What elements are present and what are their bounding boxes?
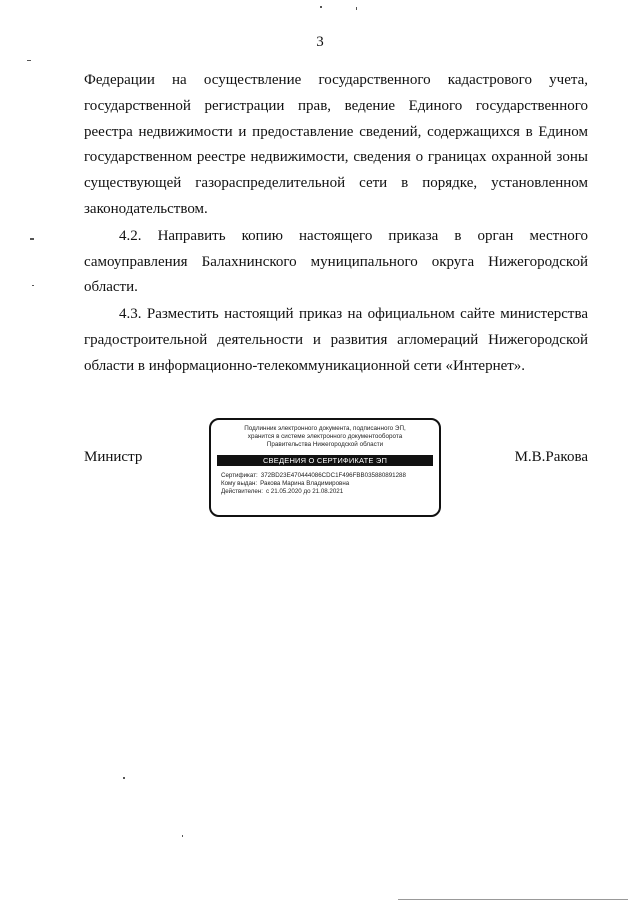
stamp-issued-to-value: Ракова Марина Владимировна <box>260 480 350 488</box>
stamp-certificate-value: 372BD23E470444086CDC1F496FBB035880891288 <box>260 472 406 479</box>
stamp-issued-to-row <box>221 480 439 488</box>
paragraph-continuation: Федерации на осуществление государственного кадастрового учета, государственной регистрации прав, ведение Единого государственного реестра недвижимости и предоставление сведений, содержащихся в Едином государственном реестре недвижимости, сведения о границах охранной зоны существующей газораспределительной сети в порядке, установленном законодательством. <box>84 72 588 217</box>
stamp-header-line: Правительства Нижегородской области <box>266 441 384 448</box>
stamp-certificate-label: Сертификат: <box>221 472 258 479</box>
stamp-issued-to-label: Кому выдан: <box>221 480 258 488</box>
page-number: 3 <box>316 34 324 50</box>
stamp-header-line: хранится в системе электронного документооборота <box>247 433 403 440</box>
signer-title: Министр <box>84 449 143 465</box>
stamp-valid-value: с 21.05.2020 до 21.08.2021 <box>265 488 344 496</box>
scan-mark <box>27 60 31 61</box>
stamp-details <box>211 466 439 497</box>
document-body <box>84 68 588 380</box>
scan-mark <box>182 835 183 837</box>
stamp-header-line: Подлинник электронного документа, подписанного ЭП, <box>244 425 406 432</box>
paragraph-4-3: 4.3. Разместить настоящий приказ на официальном сайте министерства градостроительной деятельности и развития агломераций Нижегородской области в информационно-телекоммуникационной сети «Интернет». <box>84 306 588 374</box>
scan-mark <box>30 238 34 240</box>
stamp-certificate-bar: СВЕДЕНИЯ О СЕРТИФИКАТЕ ЭП <box>217 455 433 466</box>
stamp-certificate-row <box>221 472 439 480</box>
paragraph-4-2: 4.2. Направить копию настоящего приказа в орган местного самоуправления Балахнинского муниципального округа Нижегородской области. <box>84 227 588 296</box>
stamp-header <box>211 420 439 449</box>
scan-mark <box>398 899 628 900</box>
scan-mark <box>320 6 322 8</box>
stamp-valid-row <box>221 488 439 496</box>
scan-mark <box>32 285 34 286</box>
stamp-valid-label: Действителен: <box>221 488 263 496</box>
scan-mark <box>356 7 357 10</box>
scan-mark <box>123 777 125 779</box>
electronic-signature-stamp <box>209 418 441 517</box>
signer-name: М.В.Ракова <box>514 449 588 465</box>
